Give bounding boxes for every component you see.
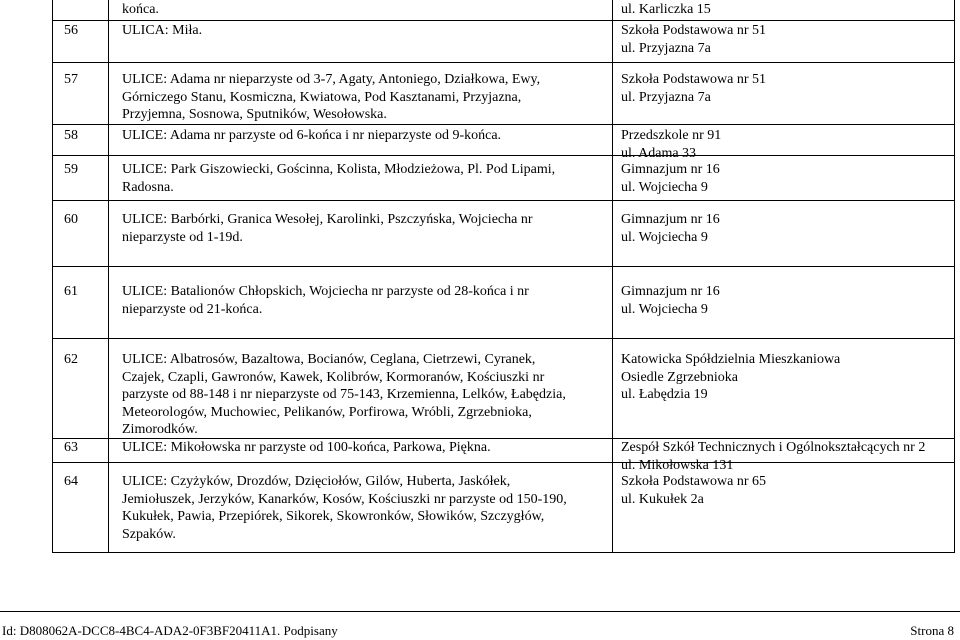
school-cell xyxy=(621,211,951,246)
streets-line: Przyjemna, Sosnowa, Sputników, Wesołowska. xyxy=(122,107,387,122)
document-id: Id: D808062A-DCC8-4BC4-ADA2-0F3BF20411A1. Podpisany xyxy=(2,623,338,638)
row-divider xyxy=(52,552,955,553)
streets-cell xyxy=(122,22,608,40)
row-number: 59 xyxy=(64,162,78,177)
school-cell xyxy=(621,351,951,404)
column-divider xyxy=(108,0,109,553)
school-line: ul. Karliczka 15 xyxy=(621,2,711,17)
school-line: Szkoła Podstawowa nr 65 xyxy=(621,474,767,489)
school-cell xyxy=(621,161,951,196)
row-divider xyxy=(52,266,955,267)
school-line: ul. Wojciecha 9 xyxy=(621,301,708,317)
school-line: Osiedle Zgrzebnioka xyxy=(621,369,739,385)
school-line: ul. Mikołowska 131 xyxy=(621,457,734,473)
streets-line: Zimorodków. xyxy=(122,422,198,437)
streets-line: Szpaków. xyxy=(122,526,176,542)
school-line: Zespół Szkół Technicznych i Ogólnokształcących nr 2 xyxy=(621,440,926,455)
streets-line: ULICE: Albatrosów, Bazaltowa, Bocianów, Ceglana, Cietrzewi, Cyranek, xyxy=(122,352,536,367)
streets-line: Radosna. xyxy=(122,179,174,195)
school-line: ul. Wojciecha 9 xyxy=(621,179,708,195)
school-cell xyxy=(621,127,951,162)
row-number: 61 xyxy=(64,284,78,299)
school-line: ul. Przyjazna 7a xyxy=(621,89,711,105)
row-divider xyxy=(52,124,955,125)
streets-line: Meteorologów, Muchowiec, Pelikanów, Porfirowa, Wróbli, Zgrzebnioka, xyxy=(122,404,532,420)
row-number: 64 xyxy=(64,474,78,489)
streets-cell xyxy=(122,473,608,543)
streets-cell xyxy=(122,1,608,19)
row-divider xyxy=(52,200,955,201)
school-cell xyxy=(621,283,951,318)
row-number: 63 xyxy=(64,440,78,455)
school-line: Gimnazjum nr 16 xyxy=(621,212,720,227)
streets-line: Czajek, Czapli, Gawronów, Kawek, Kolibrów, Kormoranów, Kościuszki nr xyxy=(122,369,545,385)
streets-cell xyxy=(122,71,608,124)
school-cell xyxy=(621,439,953,474)
streets-line: ULICA: Miła. xyxy=(122,23,203,38)
streets-cell xyxy=(122,161,608,196)
school-line: Katowicka Spółdzielnia Mieszkaniowa xyxy=(621,352,841,367)
streets-cell xyxy=(122,439,608,457)
streets-line: Kukułek, Pawia, Przepiórek, Sikorek, Skowronków, Słowików, Szczygłów, xyxy=(122,509,545,524)
row-number: 57 xyxy=(64,72,78,87)
school-line: Gimnazjum nr 16 xyxy=(621,162,720,177)
streets-line: parzyste od 88-148 i nr nieparzyste od 75-143, Krzemienna, Lelków, Łabędzia, xyxy=(122,387,566,402)
streets-line: ULICE: Mikołowska nr parzyste od 100-końca, Parkowa, Piękna. xyxy=(122,440,491,455)
school-cell xyxy=(621,1,951,19)
school-line: ul. Adama 33 xyxy=(621,145,697,161)
school-cell xyxy=(621,22,951,57)
school-line: Szkoła Podstawowa nr 51 xyxy=(621,23,767,38)
streets-line: ULICE: Batalionów Chłopskich, Wojciecha nr parzyste od 28-końca i nr xyxy=(122,284,529,299)
row-divider xyxy=(52,20,955,21)
streets-line: ULICE: Barbórki, Granica Wesołej, Karolinki, Pszczyńska, Wojciecha nr xyxy=(122,212,533,227)
school-line: ul. Kukułek 2a xyxy=(621,491,704,507)
footer-rule xyxy=(0,611,960,612)
school-line: ul. Wojciecha 9 xyxy=(621,229,708,245)
streets-line: Jemiołuszek, Jerzyków, Kanarków, Kosów, Kościuszki nr parzyste od 150-190, xyxy=(122,491,567,507)
school-cell xyxy=(621,473,951,508)
row-number: 56 xyxy=(64,23,78,38)
school-line: Przedszkole nr 91 xyxy=(621,128,722,143)
column-divider xyxy=(954,0,955,553)
column-divider xyxy=(612,0,613,553)
streets-cell xyxy=(122,211,608,246)
row-number: 62 xyxy=(64,352,78,367)
streets-line: nieparzyste od 1-19d. xyxy=(122,229,243,245)
streets-cell xyxy=(122,351,608,439)
streets-line: ULICE: Adama nr parzyste od 6-końca i nr nieparzyste od 9-końca. xyxy=(122,128,502,143)
streets-line: Górniczego Stanu, Kosmiczna, Kwiatowa, Pod Kasztanami, Przyjazna, xyxy=(122,89,522,105)
streets-line: końca. xyxy=(122,2,159,17)
school-line: ul. Przyjazna 7a xyxy=(621,40,711,56)
streets-line: ULICE: Czyżyków, Drozdów, Dzięciołów, Gilów, Huberta, Jaskółek, xyxy=(122,474,511,489)
school-line: Gimnazjum nr 16 xyxy=(621,284,720,299)
page-number: Strona 8 xyxy=(910,623,954,638)
row-divider xyxy=(52,338,955,339)
school-line: Szkoła Podstawowa nr 51 xyxy=(621,72,767,87)
row-divider xyxy=(52,62,955,63)
column-divider xyxy=(52,0,53,553)
streets-line: nieparzyste od 21-końca. xyxy=(122,301,263,317)
school-line: ul. Łabędzia 19 xyxy=(621,387,708,402)
streets-cell xyxy=(122,283,608,318)
streets-line: ULICE: Park Giszowiecki, Gościnna, Kolista, Młodzieżowa, Pl. Pod Lipami, xyxy=(122,162,556,177)
school-cell xyxy=(621,71,951,106)
row-number: 58 xyxy=(64,128,78,143)
row-number: 60 xyxy=(64,212,78,227)
streets-cell xyxy=(122,127,608,145)
streets-line: ULICE: Adama nr nieparzyste od 3-7, Agaty, Antoniego, Działkowa, Ewy, xyxy=(122,72,541,87)
